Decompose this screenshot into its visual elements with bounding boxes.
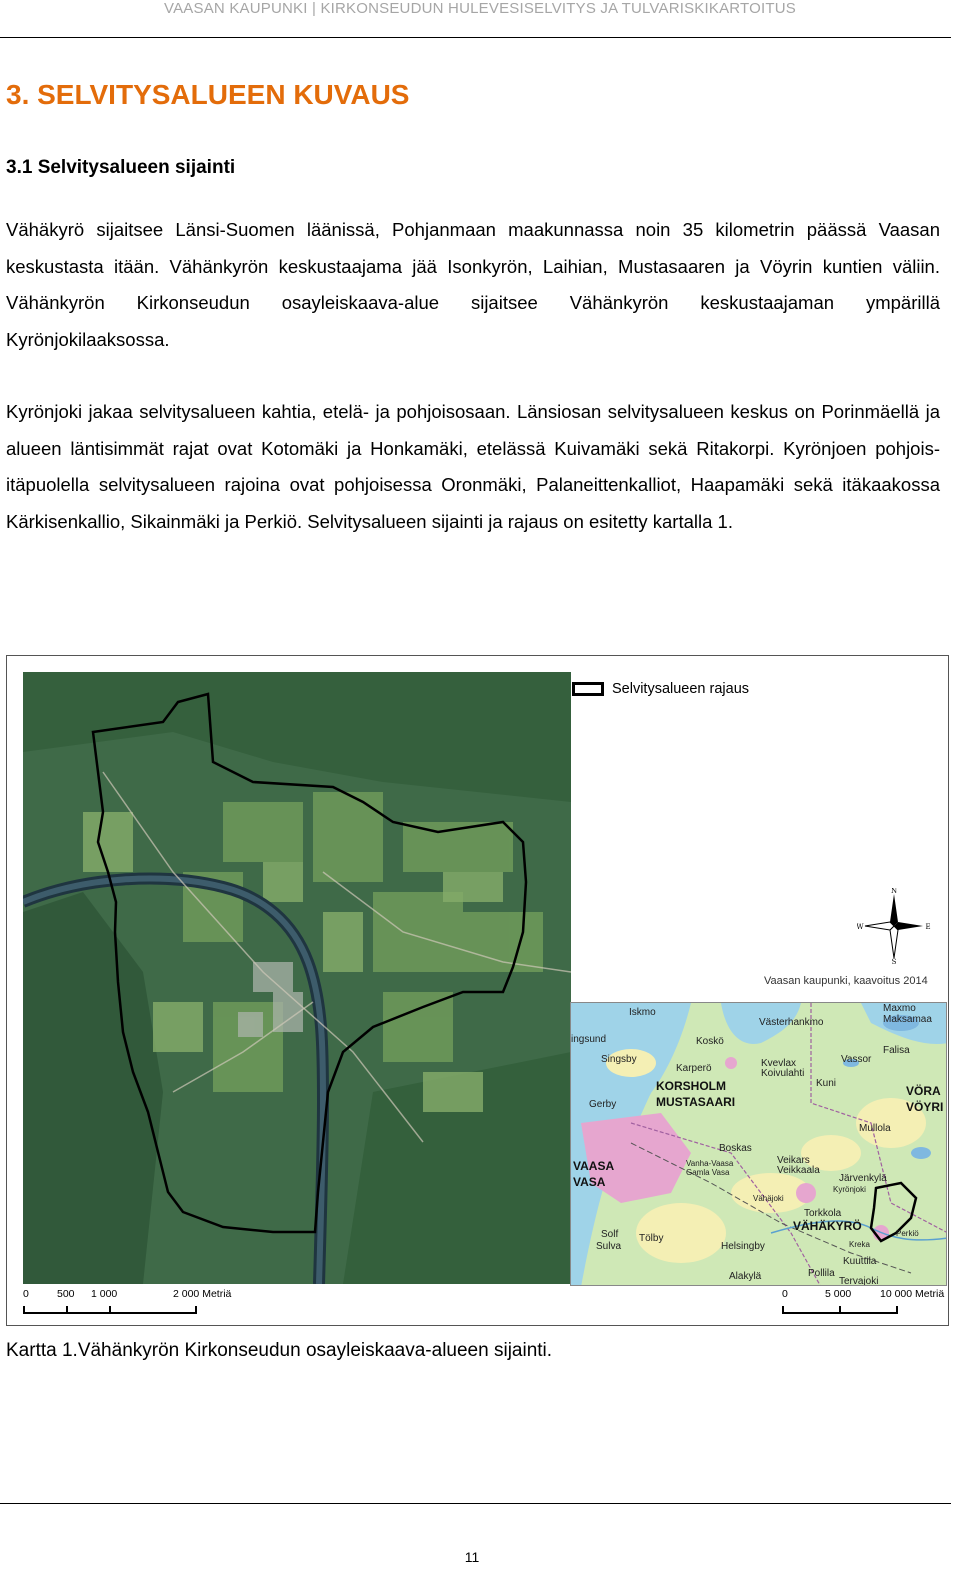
main-map-scale-bar: [23, 1288, 232, 1320]
place-label: Helsingby: [721, 1241, 765, 1252]
place-label: Perkiö: [896, 1229, 919, 1238]
compass-rose-icon: [857, 888, 931, 964]
place-label: Kuuttila: [843, 1256, 877, 1267]
chapter-title: 3. SELVITYSALUEEN KUVAUS: [6, 79, 410, 110]
place-label: Boskas: [719, 1143, 752, 1154]
place-label: Mullola: [859, 1123, 891, 1134]
inset-map-scale-bar: [782, 1288, 945, 1320]
scale-label: 10 000 Metriä: [880, 1288, 945, 1300]
place-label: Vanha-Vaasa: [686, 1159, 734, 1168]
place-label: VAASA: [573, 1159, 615, 1173]
running-header: VAASAN KAUPUNKI | KIRKONSEUDUN HULEVESISELVITYS JA TULVARISKIKARTOITUS: [164, 0, 796, 17]
place-label: Solf: [601, 1229, 619, 1240]
place-label: Karperö: [676, 1063, 712, 1074]
place-label: VÄHÄKYRÖ: [793, 1219, 862, 1233]
place-label: Veikkaala: [777, 1165, 820, 1176]
place-label: VÖYRI: [906, 1100, 944, 1114]
place-label: ingsund: [571, 1034, 607, 1045]
place-label: Alakylä: [729, 1271, 762, 1282]
map-figure: [6, 655, 949, 1326]
place-label: Vassor: [841, 1054, 872, 1065]
place-label: Veikars: [777, 1155, 810, 1166]
figure-caption: Kartta 1.Vähänkyrön Kirkonseudun osayleiskaava-alueen sijainti.: [6, 1340, 553, 1361]
place-label: KORSHOLM: [656, 1079, 726, 1093]
map-credit: Vaasan kaupunki, kaavoitus 2014: [764, 975, 928, 987]
place-label: VÖRA: [906, 1084, 941, 1098]
place-label: Koskö: [696, 1036, 724, 1047]
place-label: Torkkola: [804, 1208, 842, 1219]
place-label: Tölby: [639, 1233, 664, 1244]
place-label: Tervajoki: [839, 1276, 879, 1286]
header-divider: [0, 37, 951, 38]
place-label: Järvenkylä: [839, 1173, 887, 1184]
place-label: Maksamaa: [883, 1014, 932, 1025]
place-label: Kreka: [849, 1240, 870, 1249]
boundary-swatch: [572, 682, 604, 696]
inset-location-map: [570, 1002, 947, 1286]
page-number: 11: [464, 1549, 480, 1565]
place-label: Iskmo: [629, 1007, 656, 1018]
place-label: MUSTASAARI: [656, 1095, 736, 1109]
body-paragraph-2: Kyrönjoki jakaa selvitysalueen kahtia, etelä- ja pohjoisosaan. Länsiosan selvitysalueen keskus on Porinmäellä ja alueen läntisimmät rajat ovat Kotomäki ja Honkamäki, etelässä Kuivamäki sekä Ritakorpi. Kyrönjoen pohjois- itäpuolella selvitysalueen rajoina ovat pohjoisessa Oronmäki, Palaneittenkalliot, Haapamäki sekä itäkaakossa Kärkisenkallio, Sikainmäki ja Perkiö. Selvitysalueen sijainti ja rajaus on esitetty kartalla 1.: [6, 401, 940, 532]
legend-label: Selvitysalueen rajaus: [612, 681, 750, 697]
compass-n: N: [890, 888, 898, 895]
place-label: Singsby: [601, 1054, 637, 1065]
place-label: Kyrönjoki: [833, 1185, 866, 1194]
body-paragraph-1: Vähäkyrö sijaitsee Länsi-Suomen läänissä, Pohjanmaan maakunnassa noin 35 kilometrin päässä Vaasan keskustasta itään. Vähänkyrön keskustaajama jää Isonkyrön, Laihian, Mustasaaren ja Vöyrin kuntien väliin. Vähänkyrön Kirkonseudun osayleiskaava-alue sijaitsee Vähänkyrön keskustaajaman ympärillä Kyrönjokilaaksossa.: [6, 219, 940, 350]
scale-label: 0: [23, 1288, 29, 1300]
place-label: Vähäjoki: [753, 1194, 784, 1203]
place-label: Koivulahti: [761, 1068, 805, 1079]
scale-label: 500: [57, 1288, 75, 1300]
place-label: Gamla Vasa: [686, 1168, 730, 1177]
scale-label: 0: [782, 1288, 788, 1300]
place-label: Gerby: [589, 1099, 617, 1110]
compass-e: E: [925, 923, 931, 931]
scale-label: 1 000: [91, 1288, 118, 1300]
compass-s: S: [891, 958, 897, 964]
place-label: Kuni: [816, 1078, 837, 1089]
scale-label: 2 000 Metriä: [173, 1288, 232, 1300]
scale-label: 5 000: [825, 1288, 852, 1300]
place-label: Kvevlax: [761, 1058, 797, 1069]
aerial-photo-map: [23, 672, 571, 1284]
compass-w: W: [857, 923, 864, 931]
place-label: Sulva: [596, 1241, 622, 1252]
place-label: Pollila: [808, 1268, 835, 1279]
place-label: Västerhankmo: [759, 1017, 824, 1028]
place-label: VASA: [573, 1175, 606, 1189]
place-label: Falisa: [883, 1045, 910, 1056]
aerial-map-graphic: [23, 672, 571, 1284]
place-label: Maxmo: [883, 1003, 916, 1014]
footer-divider: [0, 1503, 951, 1504]
section-title: 3.1 Selvitysalueen sijainti: [6, 157, 236, 178]
